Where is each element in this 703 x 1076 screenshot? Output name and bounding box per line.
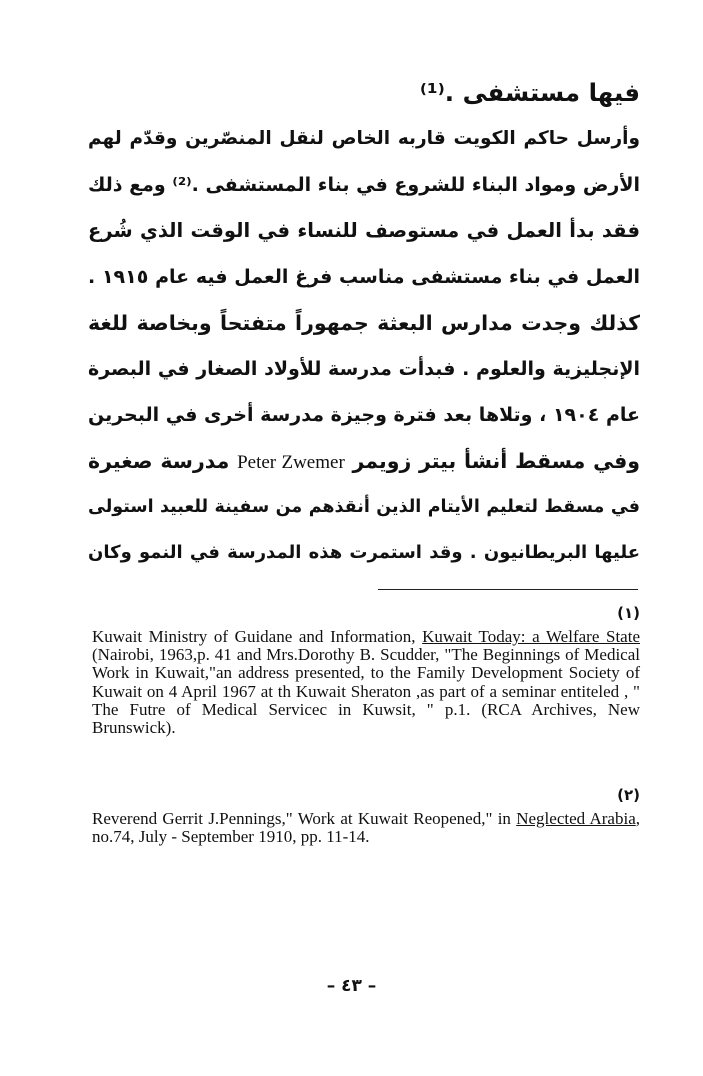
footnote-text xyxy=(92,810,640,846)
body-line-text: الإنجليزية والعلوم . فبدأت مدرسة للأولاد الصغار في البصرة xyxy=(88,358,640,380)
body-line-text: الأرض ومواد البناء للشروع في بناء المستشفى .⁽²⁾ ومع ذلك xyxy=(88,174,640,196)
body-line xyxy=(88,484,640,530)
body-line xyxy=(88,162,640,208)
body-line-text: كذلك وجدت مدارس البعثة جمهوراً متفتحاً وبخاصة للغة xyxy=(88,311,640,335)
footnote-segment: (Nairobi, 1963,p. 41 and Mrs.Dorothy B. Scudder, "The Beginnings of Medical Work in Kuwait,"an address presented, to the Family Development Society of Kuwait on 4 April 1967 at th Kuwait Sheraton ,as part of a seminar entiteled , " The Futre of Medical Servicec in Kuwsit, " p.1. (RCA Archives, New Brunswick). xyxy=(92,645,640,738)
footnote-title: Neglected Arabia xyxy=(516,809,636,828)
body-line-text: عليها البريطانيون . وقد استمرت هذه المدرسة في النمو وكان xyxy=(88,542,640,563)
body-line xyxy=(88,300,640,346)
footnote-marker: (٢) xyxy=(617,786,640,804)
page-number: – ٤٣ – xyxy=(326,976,377,996)
footnote-title: Kuwait Today: a Welfare State xyxy=(422,627,640,646)
footnote-separator xyxy=(378,589,638,590)
body-line xyxy=(88,346,640,392)
body-line xyxy=(88,116,640,162)
body-line xyxy=(88,208,640,254)
body-line-text: فيها مستشفى .⁽¹⁾ xyxy=(419,78,640,107)
body-line-text: وأرسل حاكم الكويت قاربه الخاص لنقل المنصّرين وقدّم لهم xyxy=(88,128,640,149)
body-line-text: مدرسة صغيرة xyxy=(88,449,238,473)
body-line-text: العمل في بناء مستشفى مناسب فرغ العمل فيه عام ١٩١٥ . xyxy=(88,266,640,288)
body-line-text: في مسقط لتعليم الأيتام الذين أنقذهم من سفينة للعبيد استولى xyxy=(88,497,640,517)
arabic-body-text xyxy=(88,70,640,576)
body-line xyxy=(88,70,640,116)
footnote-segment: Reverend Gerrit J.Pennings," Work at Kuwait Reopened," in xyxy=(92,809,517,828)
latin-name: Peter Zwemer xyxy=(237,452,345,473)
footnote-marker: (١) xyxy=(617,604,640,622)
body-line-text: عام ١٩٠٤ ، وتلاها بعد فترة وجيزة مدرسة أخرى في البحرين xyxy=(88,404,640,426)
footnote-text xyxy=(92,628,640,737)
footnote-segment: , no.74, July - September 1910, pp. 11-14. xyxy=(92,809,640,847)
body-line-text: وفي مسقط أنشأ بيتر زويمر xyxy=(344,449,640,473)
body-line xyxy=(88,254,640,300)
body-line xyxy=(88,530,640,576)
body-line-text: فقد بدأ العمل في مستوصف للنساء في الوقت الذي شُرع xyxy=(88,219,640,242)
body-line xyxy=(88,392,640,438)
footnote-segment: Kuwait Ministry of Guidane and Information, xyxy=(92,627,423,646)
body-line xyxy=(88,438,640,484)
